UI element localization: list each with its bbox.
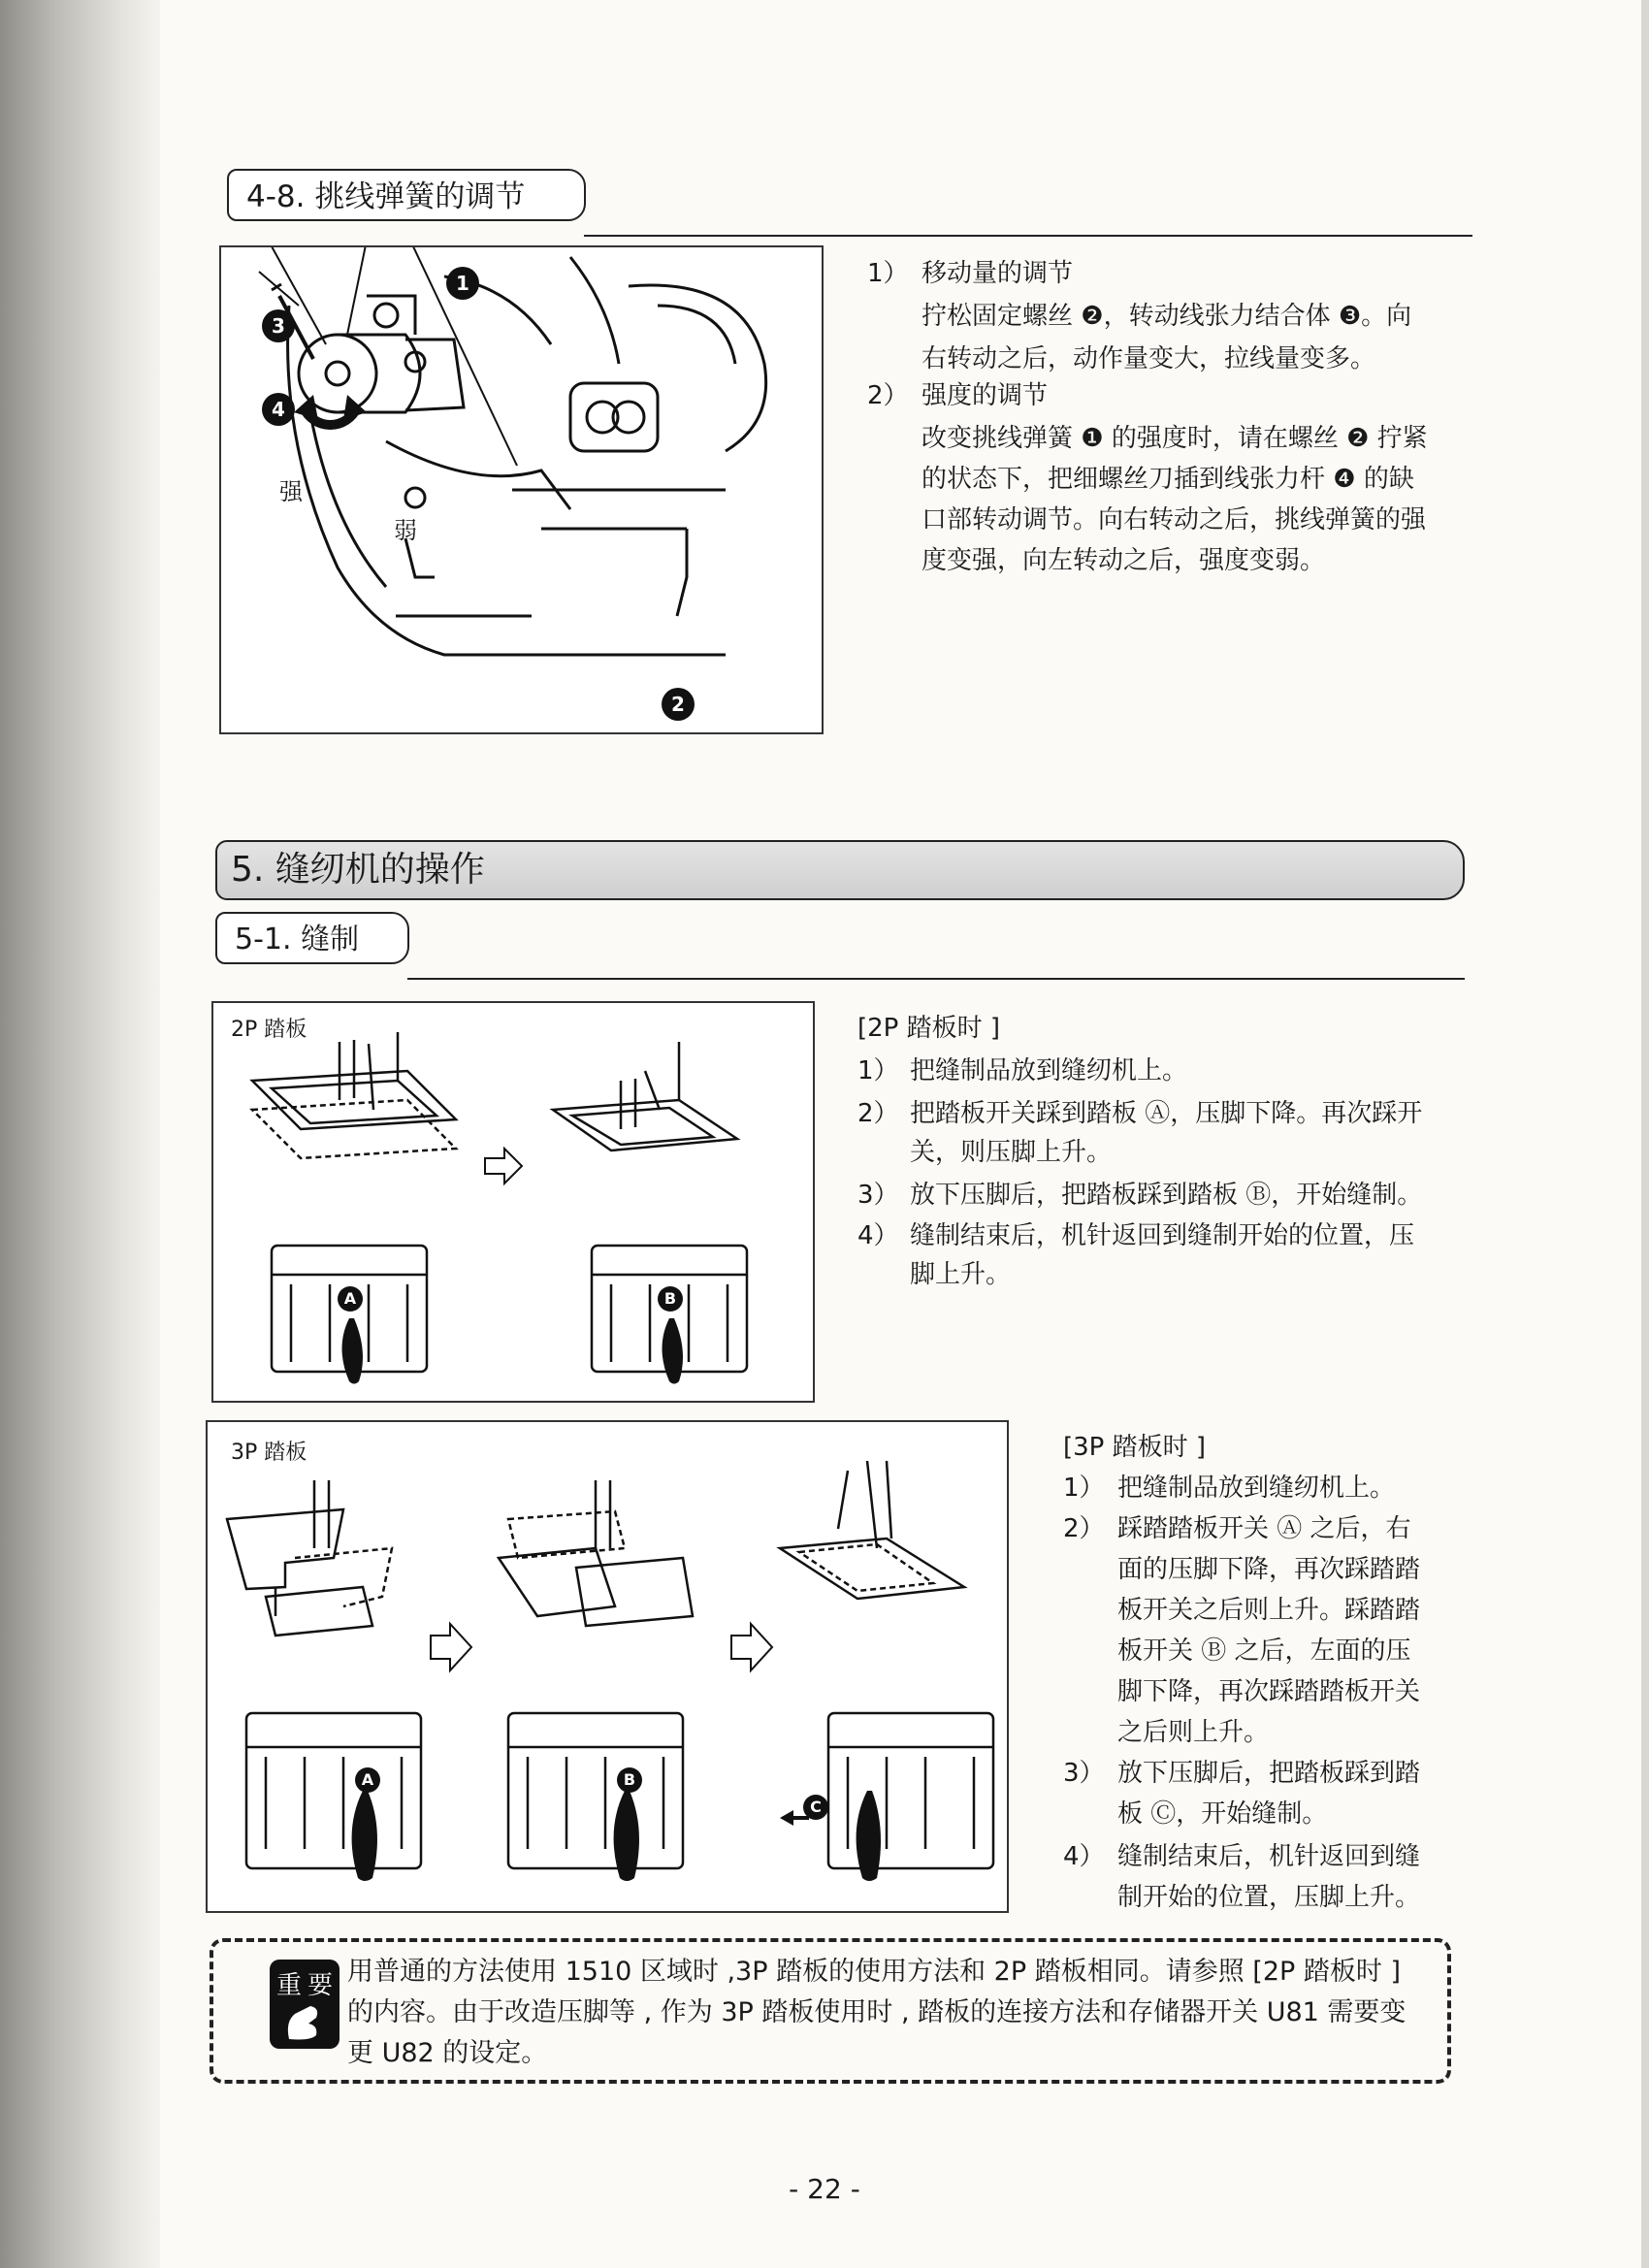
section-rule <box>584 235 1472 237</box>
note-line: 的内容。由于改造压脚等 , 作为 3P 踏板使用时 , 踏板的连接方法和存储器开关 U81 需要变 <box>347 1997 1406 2027</box>
pedal-b-marker: B <box>658 1286 683 1312</box>
figure-label: 2P 踏板 <box>231 1018 307 1042</box>
pedal-2p-figure <box>211 1001 815 1403</box>
important-badge-char: 重 <box>275 1971 302 2000</box>
pedal-c-marker: C <box>803 1795 828 1820</box>
note-line: 用普通的方法使用 1510 区域时 ,3P 踏板的使用方法和 2P 踏板相同。请参照 [2P 踏板时 ] <box>347 1957 1401 1987</box>
item-text-line: 右转动之后，动作量变大，拉线量变多。 <box>922 344 1376 373</box>
item-number: 3） <box>1063 1759 1105 1788</box>
item-text-line: 之后则上升。 <box>1117 1718 1270 1747</box>
sewing-head-illustration <box>221 247 822 732</box>
page-number: - 22 - <box>789 2173 860 2205</box>
item-text-line: 改变挑线弹簧 ❶ 的强度时，请在螺丝 ❷ 拧紧 <box>922 424 1428 453</box>
item-text-line: 放下压脚后，把踏板踩到踏 <box>1117 1759 1421 1788</box>
item-text-line: 把踏板开关踩到踏板 Ⓐ，压脚下降。再次踩开 <box>910 1099 1423 1128</box>
section-4-8-title: 4-8. 挑线弹簧的调节 <box>227 169 586 221</box>
book-binding-shadow <box>0 0 160 2268</box>
pedal-b-marker: B <box>617 1767 642 1793</box>
item-text-line: 板 Ⓒ，开始缝制。 <box>1117 1799 1328 1829</box>
item-text-line: 拧松固定螺丝 ❷，转动线张力结合体 ❸。向 <box>922 302 1412 331</box>
section-5-1-title: 5-1. 缝制 <box>215 912 409 964</box>
item-heading: 强度的调节 <box>922 381 1049 410</box>
item-text-line: 把缝制品放到缝纫机上。 <box>1117 1474 1396 1503</box>
item-text-line: 缝制结束后，机针返回到缝 <box>1117 1842 1421 1871</box>
pedal-a-marker: A <box>338 1286 363 1312</box>
callout-3: 3 <box>262 309 295 342</box>
important-badge <box>270 1960 340 2049</box>
item-text-line: 口部转动调节。向右转动之后，挑线弹簧的强 <box>922 505 1427 535</box>
callout-4: 4 <box>262 393 295 426</box>
item-text-line: 度变强，向左转动之后，强度变弱。 <box>922 546 1326 575</box>
strong-label: 强 <box>279 478 303 505</box>
2p-heading: [2P 踏板时 ] <box>857 1014 1001 1043</box>
note-line: 更 U82 的设定。 <box>347 2038 548 2068</box>
thread-take-up-spring-figure <box>219 245 824 734</box>
item-number: 1） <box>867 259 909 288</box>
item-text-line: 关，则压脚上升。 <box>910 1138 1113 1167</box>
section-5-title: 5. 缝纫机的操作 <box>215 840 1465 900</box>
pedal-2p-illustration <box>213 1003 813 1401</box>
important-note-text <box>347 1952 1443 2074</box>
item-text-line: 踩踏踏板开关 Ⓐ 之后，右 <box>1117 1514 1411 1543</box>
item-number: 4） <box>1063 1842 1105 1871</box>
item-text-line: 缝制结束后，机针返回到缝制开始的位置，压 <box>910 1221 1415 1250</box>
item-number: 1） <box>857 1056 899 1085</box>
item-text-line: 脚上升。 <box>910 1260 1012 1289</box>
item-text-line: 把缝制品放到缝纫机上。 <box>910 1056 1188 1085</box>
3p-heading: [3P 踏板时 ] <box>1063 1433 1207 1462</box>
section-rule <box>407 978 1465 980</box>
item-number: 4） <box>857 1221 899 1250</box>
callout-1: 1 <box>446 267 479 300</box>
item-number: 3） <box>857 1181 899 1210</box>
callout-2: 2 <box>662 688 695 721</box>
pedal-3p-figure <box>206 1420 1009 1913</box>
page-edge <box>1641 0 1649 2268</box>
item-number: 1） <box>1063 1474 1105 1503</box>
pedal-3p-illustration <box>208 1422 1007 1911</box>
item-number: 2） <box>1063 1514 1105 1543</box>
important-badge-char: 要 <box>307 1971 333 2000</box>
weak-label: 弱 <box>394 517 417 544</box>
item-text-line: 放下压脚后，把踏板踩到踏板 Ⓑ，开始缝制。 <box>910 1181 1423 1210</box>
item-text-line: 制开始的位置，压脚上升。 <box>1117 1883 1421 1912</box>
item-text-line: 板开关 Ⓑ 之后，左面的压 <box>1117 1636 1411 1666</box>
figure-label: 3P 踏板 <box>231 1441 307 1465</box>
item-text-line: 面的压脚下降，再次踩踏踏 <box>1117 1555 1421 1584</box>
pedal-a-marker: A <box>355 1767 380 1793</box>
item-heading: 移动量的调节 <box>922 259 1074 288</box>
item-text-line: 的状态下，把细螺丝刀插到线张力杆 ❹ 的缺 <box>922 465 1414 494</box>
hand-icon <box>281 2002 328 2043</box>
item-number: 2） <box>857 1099 899 1128</box>
item-number: 2） <box>867 381 909 410</box>
item-text-line: 脚下降，再次踩踏踏板开关 <box>1117 1677 1421 1706</box>
item-text-line: 板开关之后则上升。踩踏踏 <box>1117 1596 1421 1625</box>
